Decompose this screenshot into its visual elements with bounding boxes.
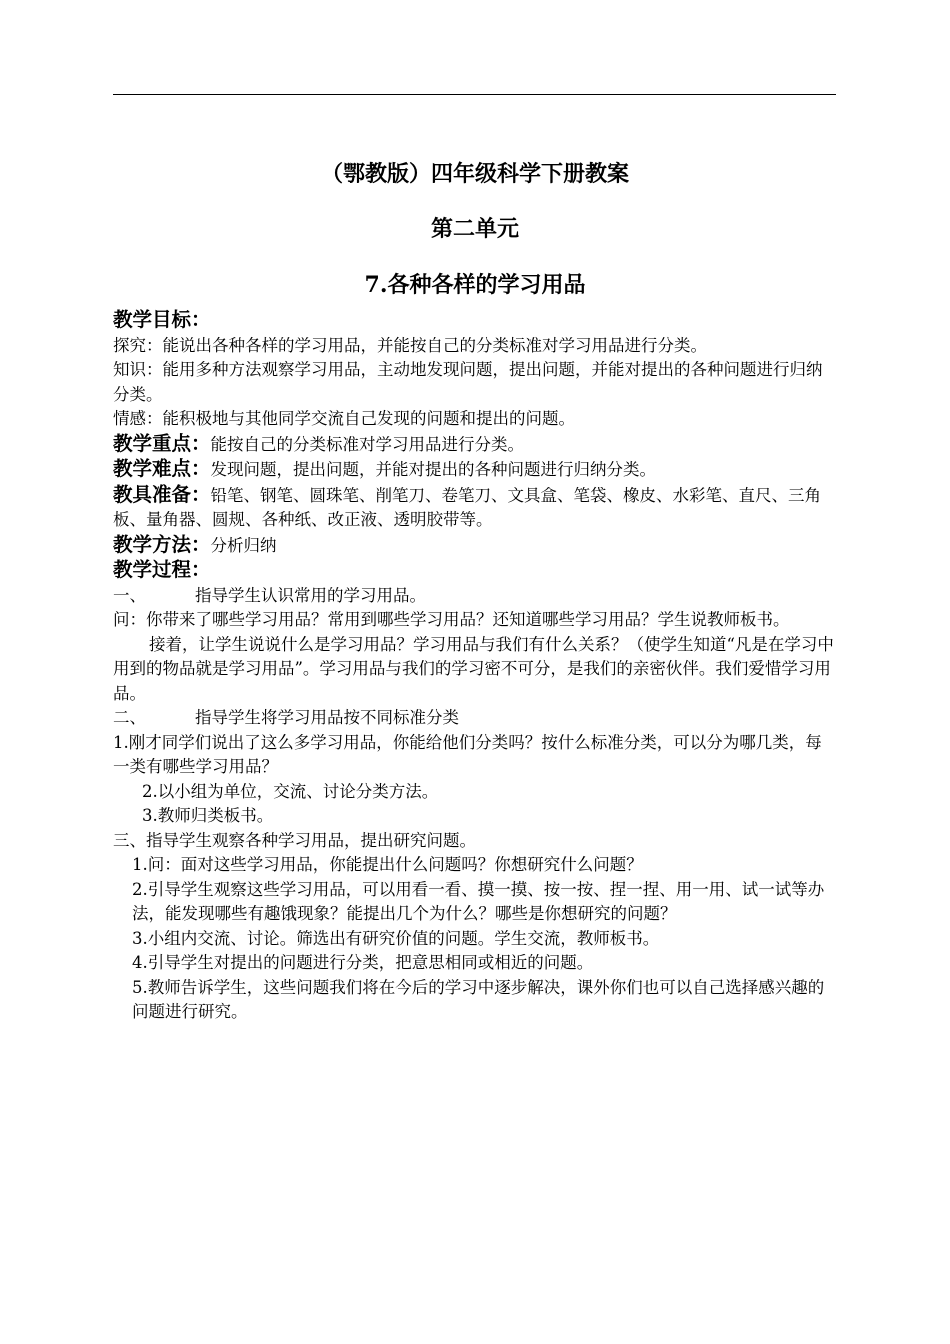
document-title: （鄂教版）四年级科学下册教案 — [320, 161, 629, 187]
step1-paragraph: 接着，让学生说说什么是学习用品？学习用品与我们有什么关系？（使学生知道“凡是在学习中用到的物品就是学习用品”。学习用品与我们的学习密不可分，是我们的亲密伙伴。我们爱惜学习用品。 — [113, 634, 834, 703]
header-rule — [113, 94, 836, 95]
objective-inquiry: 探究：能说出各种各样的学习用品，并能按自己的分类标准对学习用品进行分类。 — [113, 335, 707, 355]
step3-item: 2.引导学生观察这些学习用品，可以用看一看、摸一摸、按一按、捏一捏、用一用、试一试等办法，能发现哪些有趣饿现象？能提出几个为什么？哪些是你想研究的问题？ — [132, 879, 825, 923]
step3-heading: 三、指导学生观察各种学习用品，提出研究问题。 — [113, 830, 476, 850]
unit-title: 第二单元 — [430, 216, 519, 242]
step1-question: 问：你带来了哪些学习用品？常用到哪些学习用品？还知道哪些学习用品？学生说教师板书。 — [113, 610, 790, 629]
objective-knowledge: 知识：能用多种方法观察学习用品，主动地发现问题，提出问题，并能对提出的各种问题进行归纳分类。 — [113, 360, 823, 404]
step1-heading: 一、 指导学生认识常用的学习用品。 — [113, 585, 426, 605]
materials: 教具准备：铅笔、钢笔、圆珠笔、削笔刀、卷笔刀、文具盒、笔袋、橡皮、水彩笔、直尺、三角板、量角器、圆规、各种纸、改正液、透明胶带等。 — [113, 482, 822, 529]
step3-item: 3.小组内交流、讨论。筛选出有研究价值的问题。学生交流，教师板书。 — [132, 928, 660, 948]
difficulty: 教学难点：发现问题，提出问题，并能对提出的各种问题进行归纳分类。 — [113, 457, 657, 480]
objective-emotion: 情感：能积极地与其他同学交流自己发现的问题和提出的问题。 — [113, 409, 575, 428]
document-body — [113, 155, 837, 1025]
method: 教学方法：分析归纳 — [113, 532, 277, 556]
step2-item: 1.刚才同学们说出了这么多学习用品，你能给他们分类吗？按什么标准分类，可以分为哪几类，每一类有哪些学习用品？ — [113, 732, 822, 776]
process-heading: 教学过程： — [113, 558, 211, 581]
step3-item: 5.教师告诉学生，这些问题我们将在今后的学习中逐步解决，课外你们也可以自己选择感兴趣的问题进行研究。 — [132, 977, 825, 1021]
objectives-heading: 教学目标： — [113, 308, 211, 331]
step2-item: 2.以小组为单位，交流、讨论分类方法。 — [142, 781, 439, 801]
step3-item: 4.引导学生对提出的问题进行分类，把意思相同或相近的问题。 — [132, 953, 594, 972]
step2-heading: 二、 指导学生将学习用品按不同标准分类 — [113, 708, 459, 727]
key-point: 教学重点：能按自己的分类标准对学习用品进行分类。 — [113, 431, 525, 455]
step3-item: 1.问：面对这些学习用品，你能提出什么问题吗？你想研究什么问题？ — [132, 855, 643, 874]
lesson-title: 7.各种各样的学习用品 — [364, 272, 586, 298]
step2-item: 3.教师归类板书。 — [142, 806, 274, 825]
